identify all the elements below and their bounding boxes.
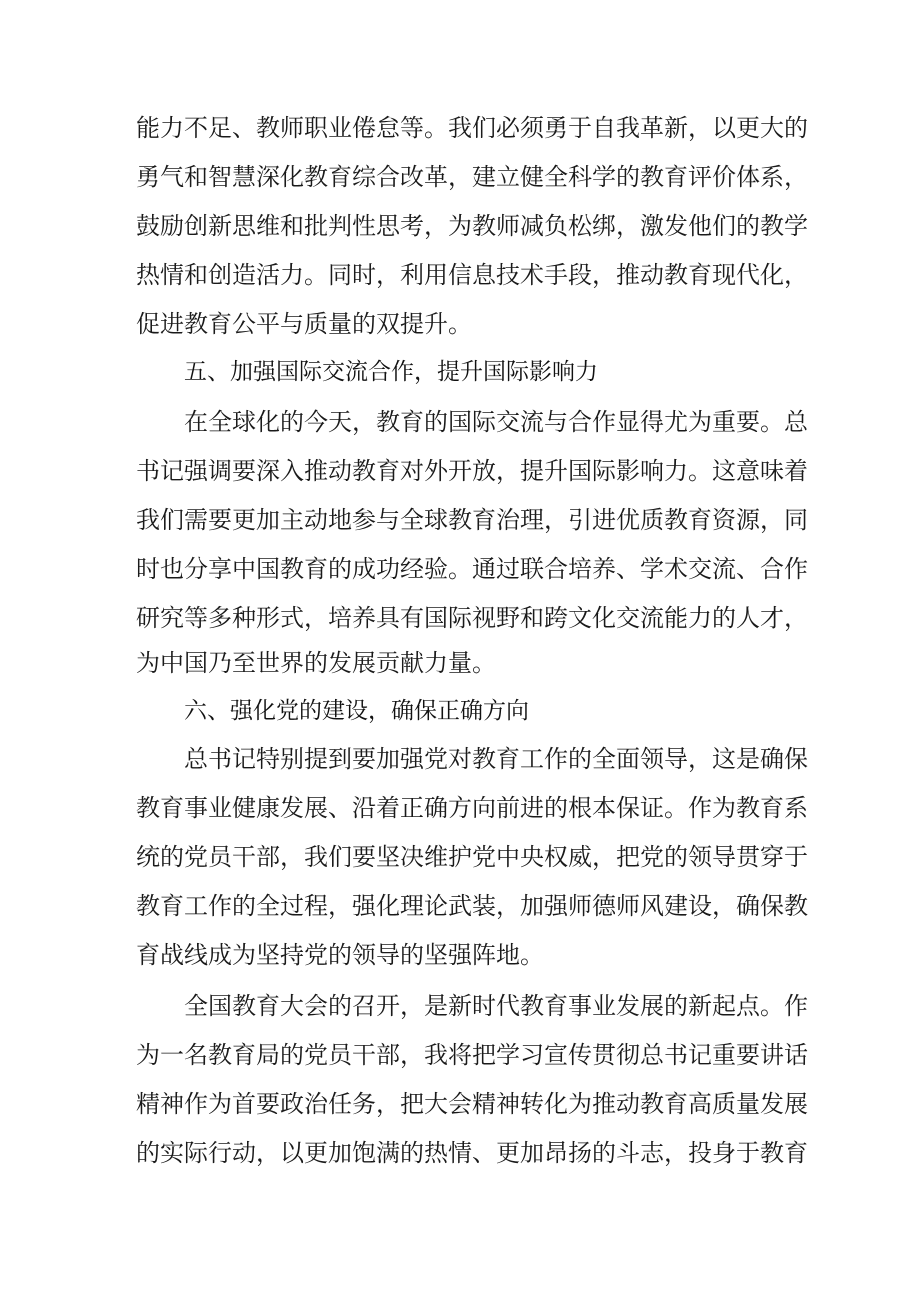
paragraph-line: 为中国乃至世界的发展贡献力量。 xyxy=(136,649,496,677)
paragraph-line: 统的党员干部，我们要坚决维护党中央权威，把党的领导贯穿于 xyxy=(136,843,808,871)
paragraph-line: 热情和创造活力。同时，利用信息技术手段，推动教育现代化， xyxy=(136,261,808,289)
paragraph-line: 教育工作的全过程，强化理论武装，加强师德师风建设，确保教 xyxy=(136,892,808,920)
section-heading-6: 六、强化党的建设，确保正确方向 xyxy=(184,698,529,724)
paragraph-line: 时也分享中国教育的成功经验。通过联合培养、学术交流、合作 xyxy=(136,555,808,583)
paragraph-line: 研究等多种形式，培养具有国际视野和跨文化交流能力的人才， xyxy=(136,604,808,632)
paragraph-line: 勇气和智慧深化教育综合改革，建立健全科学的教育评价体系， xyxy=(136,163,808,191)
paragraph-line: 在全球化的今天，教育的国际交流与合作显得尤为重要。总 xyxy=(184,408,808,436)
paragraph-line: 为一名教育局的党员干部，我将把学习宣传贯彻总书记重要讲话 xyxy=(136,1041,808,1069)
paragraph-line: 促进教育公平与质量的双提升。 xyxy=(136,310,472,338)
paragraph-line: 育战线成为坚持党的领导的坚强阵地。 xyxy=(136,941,544,969)
paragraph-line: 全国教育大会的召开，是新时代教育事业发展的新起点。作 xyxy=(184,992,808,1020)
paragraph-line: 鼓励创新思维和批判性思考，为教师减负松绑，激发他们的教学 xyxy=(136,212,808,240)
section-heading-5: 五、加强国际交流合作，提升国际影响力 xyxy=(184,359,598,385)
paragraph-line: 的实际行动，以更加饱满的热情、更加昂扬的斗志，投身于教育 xyxy=(136,1139,808,1167)
paragraph-line: 我们需要更加主动地参与全球教育治理，引进优质教育资源，同 xyxy=(136,506,808,534)
paragraph-line: 精神作为首要政治任务，把大会精神转化为推动教育高质量发展 xyxy=(136,1090,808,1118)
paragraph-line: 总书记特别提到要加强党对教育工作的全面领导，这是确保 xyxy=(184,745,808,773)
paragraph-line: 教育事业健康发展、沿着正确方向前进的根本保证。作为教育系 xyxy=(136,794,808,822)
paragraph-line: 书记强调要深入推动教育对外开放，提升国际影响力。这意味着 xyxy=(136,457,808,485)
paragraph-line: 能力不足、教师职业倦怠等。我们必须勇于自我革新，以更大的 xyxy=(136,114,808,142)
